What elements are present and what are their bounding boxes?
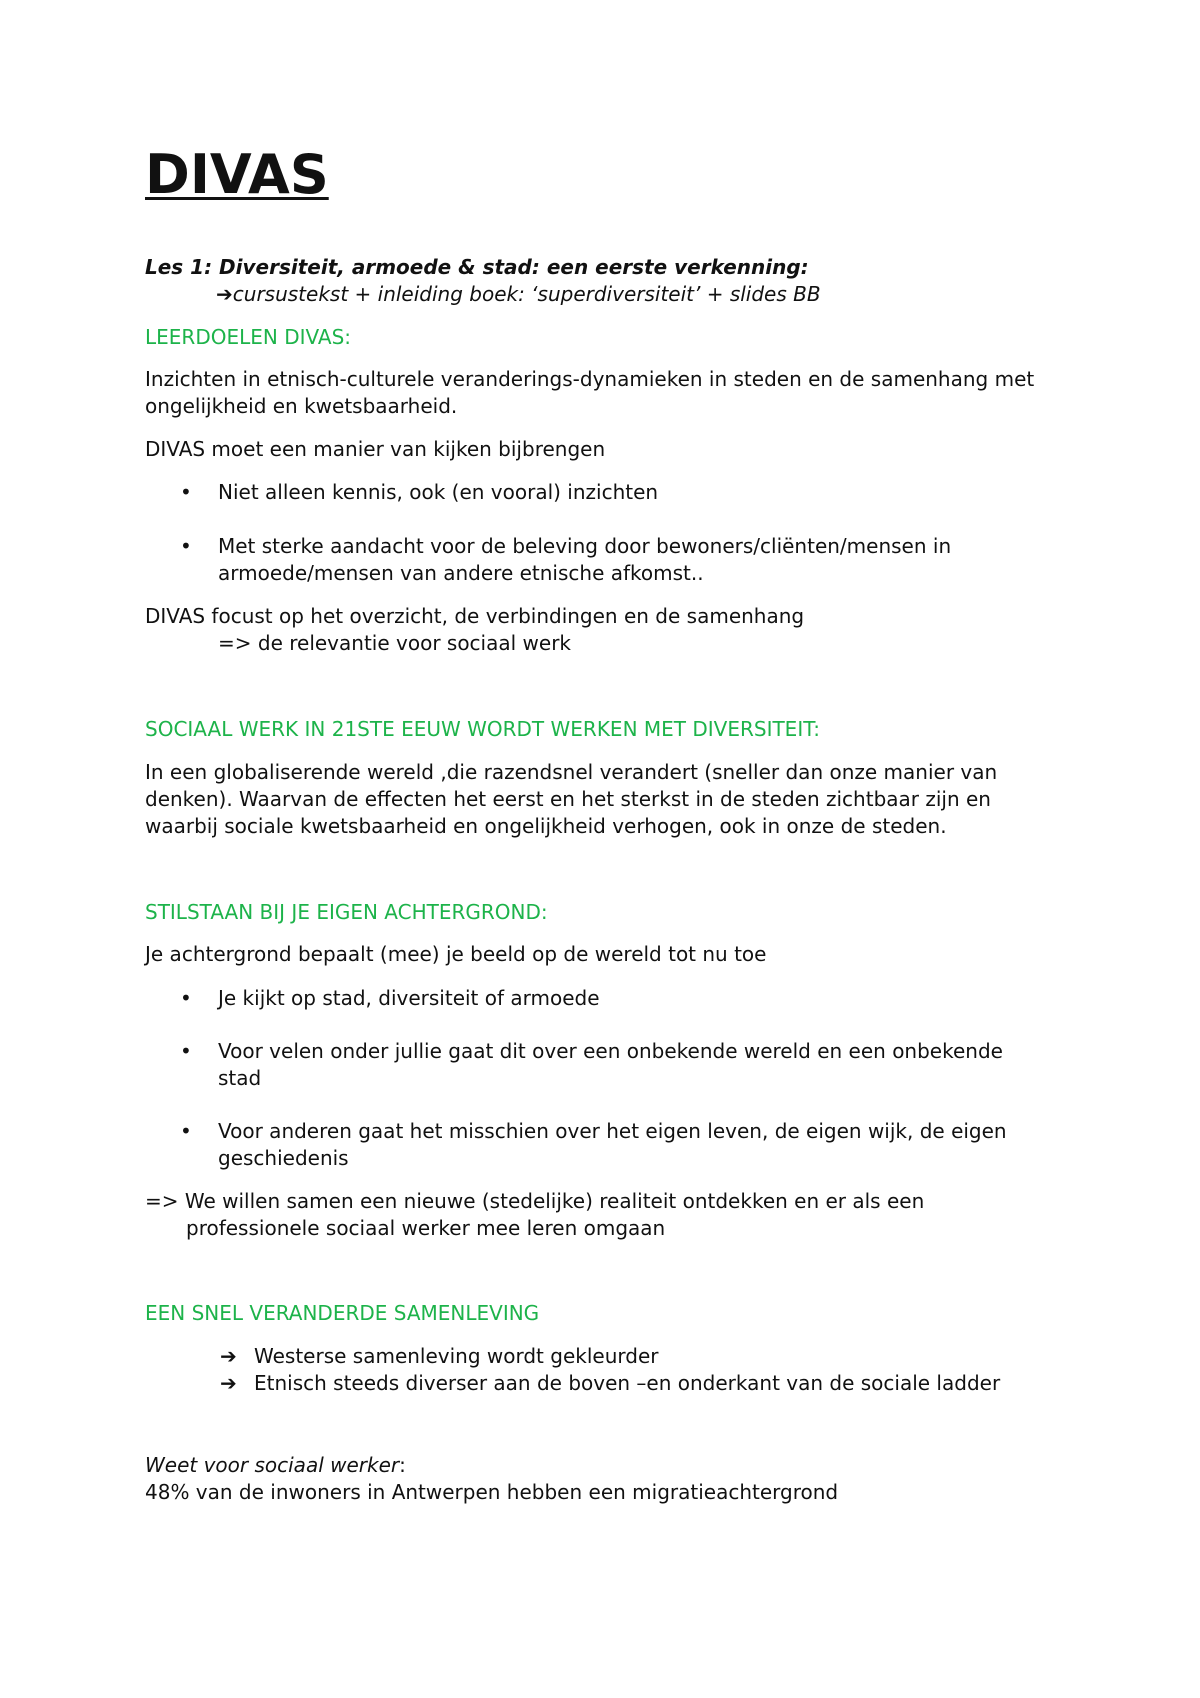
- bullet-icon: •: [180, 1039, 192, 1063]
- bullet-item-line: Voor velen onder jullie gaat dit over een onbekende wereld en een onbekende: [218, 1039, 1003, 1063]
- arrow-item: Etnisch steeds diverser aan de boven –en onderkant van de sociale ladder: [254, 1371, 1001, 1395]
- paragraph: DIVAS moet een manier van kijken bijbrengen: [145, 437, 606, 461]
- section-heading-achtergrond: STILSTAAN BIJ JE EIGEN ACHTERGROND:: [145, 900, 548, 924]
- arrow-icon: ➔: [220, 1344, 237, 1368]
- arrow-item: Westerse samenleving wordt gekleurder: [254, 1344, 659, 1368]
- bullet-item-line: stad: [218, 1066, 262, 1090]
- paragraph-line: ongelijkheid en kwetsbaarheid.: [145, 394, 458, 418]
- bullet-icon: •: [180, 534, 192, 558]
- paragraph-line: waarbij sociale kwetsbaarheid en ongelijkheid verhogen, ook in onze de steden.: [145, 814, 947, 838]
- section-heading-sociaal-werk: SOCIAAL WERK IN 21STE EEUW WORDT WERKEN MET DIVERSITEIT:: [145, 717, 820, 741]
- lesson-sources: [216, 281, 821, 308]
- conclusion-line: professionele sociaal werker mee leren omgaan: [186, 1216, 666, 1240]
- section-heading-samenleving: EEN SNEL VERANDERDE SAMENLEVING: [145, 1301, 540, 1325]
- bullet-icon: •: [180, 480, 192, 504]
- note-text: 48% van de inwoners in Antwerpen hebben een migratieachtergrond: [145, 1480, 839, 1504]
- arrow-icon: ➔: [216, 282, 233, 306]
- section-heading-leerdoelen: LEERDOELEN DIVAS:: [145, 325, 352, 349]
- bullet-item-line: Voor anderen gaat het misschien over het eigen leven, de eigen wijk, de eigen: [218, 1119, 1007, 1143]
- paragraph: Je achtergrond bepaalt (mee) je beeld op de wereld tot nu toe: [145, 942, 767, 966]
- lesson-heading: Les 1: Diversiteit, armoede & stad: een eerste verkenning:: [145, 255, 809, 279]
- conclusion-line: => We willen samen een nieuwe (stedelijke) realiteit ontdekken en er als een: [145, 1189, 925, 1213]
- paragraph-line: Inzichten in etnisch-culturele veranderings-dynamieken in steden en de samenhang met: [145, 367, 1035, 391]
- paragraph-line: In een globaliserende wereld ,die razendsnel verandert (sneller dan onze manier van: [145, 760, 998, 784]
- bullet-item-line: armoede/mensen van andere etnische afkomst..: [218, 561, 704, 585]
- note-label-colon: :: [399, 1453, 406, 1477]
- paragraph-sub: => de relevantie voor sociaal werk: [218, 631, 571, 655]
- paragraph-line: denken). Waarvan de effecten het eerst en het sterkst in de steden zichtbaar zijn en: [145, 787, 991, 811]
- bullet-item: Niet alleen kennis, ook (en vooral) inzichten: [218, 480, 659, 504]
- bullet-item-line: Met sterke aandacht voor de beleving door bewoners/cliënten/mensen in: [218, 534, 952, 558]
- document-title: DIVAS: [145, 143, 329, 206]
- note-label: [145, 1452, 406, 1479]
- bullet-item-line: geschiedenis: [218, 1146, 349, 1170]
- paragraph: DIVAS focust op het overzicht, de verbindingen en de samenhang: [145, 604, 805, 628]
- bullet-icon: •: [180, 1119, 192, 1143]
- bullet-item: Je kijkt op stad, diversiteit of armoede: [218, 986, 600, 1010]
- lesson-sources-text: cursustekst + inleiding boek: ‘superdiversiteit’ + slides BB: [232, 282, 821, 306]
- note-label-text: Weet voor sociaal werker: [145, 1453, 400, 1477]
- bullet-icon: •: [180, 986, 192, 1010]
- arrow-icon: ➔: [220, 1371, 237, 1395]
